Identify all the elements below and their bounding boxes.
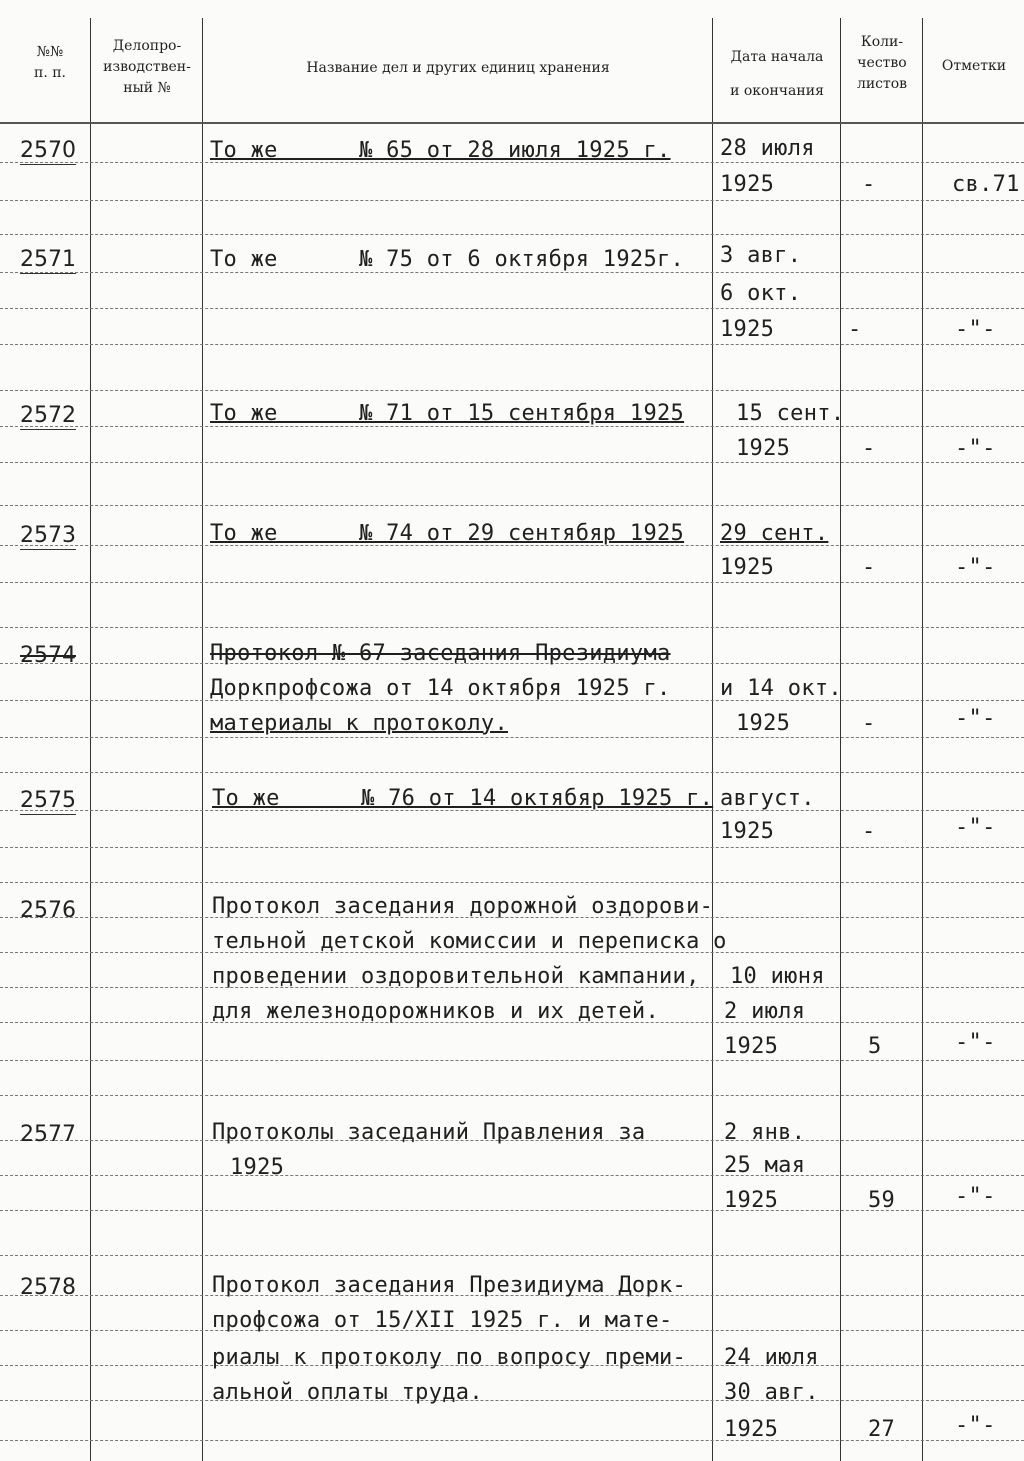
row-date: 1925 [720,172,775,197]
row-title: Протокол заседания Президиума Дорк- [212,1273,687,1298]
row-date: август. [720,786,815,811]
row-sheet-count: 27 [868,1417,896,1442]
row-title: То же № 75 от 6 октября 1925г. [210,247,685,272]
header-title: Название дел и других единиц хранения [306,60,610,76]
row-title: материалы к протоколу. [210,711,508,736]
row-note: св.71 [952,172,1020,197]
header-sheet-count: Коли- чество листов [856,34,908,92]
ruled-line [0,882,1024,883]
row-date: 15 сент. [736,401,845,426]
row-date: 6 окт. [720,281,802,306]
row-note: -"- [955,436,996,461]
row-date: 1925 [720,555,775,580]
row-title: для железнодорожников и их детей. [212,999,659,1024]
row-title: тельной детской комиссии и переписка о [212,929,727,954]
ruled-line [0,200,1024,201]
row-date: 2 июля [724,999,806,1024]
header-divider [0,122,1024,124]
ruled-line [0,390,1024,391]
row-sheet-count: - [862,711,876,736]
ruled-line [0,505,1024,506]
row-date: 1925 [736,436,791,461]
row-sheet-count: - [862,819,876,844]
row-date: 3 авг. [720,243,802,268]
row-sheet-count: - [862,555,876,580]
ruled-line [0,582,1024,583]
row-date: 10 июня [730,964,825,989]
row-note: -"- [955,815,996,840]
row-date: 2 янв. [724,1120,806,1145]
row-number: 2573 [20,523,76,548]
row-sheet-count: 59 [868,1188,896,1213]
row-number: 2577 [20,1122,76,1147]
ruled-line [0,737,1024,738]
row-number: 2571 [20,247,76,272]
row-date: 1925 [736,711,791,736]
row-title: Протоколы заседаний Правления за [212,1120,646,1145]
row-note: -"- [955,706,996,731]
row-title: Протокол № 67 заседания Президиума [210,641,671,666]
ruled-line [0,1400,1024,1401]
header-dates: Дата начала и окончания [730,49,824,99]
row-note: -"- [955,317,996,342]
row-title: проведении оздоровительной кампании, [212,964,700,989]
row-title: 1925 [230,1155,285,1180]
row-date: 28 июля [720,136,815,161]
row-note: -"- [955,555,996,580]
row-title: То же № 71 от 15 сентября 1925 [210,401,685,426]
row-title: То же № 76 от 14 октябяр 1925 г. [212,786,714,811]
row-sheet-count: 5 [868,1034,882,1059]
header-office-number: Делопро- изводствен- ный № [103,38,191,96]
ruled-line [0,1060,1024,1061]
ruled-line [0,1175,1024,1176]
row-note: -"- [955,1413,996,1438]
ruled-line [0,627,1024,628]
row-date: 30 авг. [724,1380,819,1405]
row-title: То же № 74 от 29 сентябяр 1925 [210,521,685,546]
row-title: профсожа от 15/XII 1925 г. и мате- [212,1308,673,1333]
row-date: 1925 [724,1417,779,1442]
row-date: 29 сент. [720,521,829,546]
row-date: 1925 [720,317,775,342]
row-date: 1925 [720,819,775,844]
row-sheet-count: - [862,172,876,197]
row-sheet-count: - [848,317,862,342]
row-number: 2572 [20,403,76,428]
row-number: 2575 [20,788,76,813]
ruled-line [0,344,1024,345]
ruled-line [0,1255,1024,1256]
row-date: 1925 [724,1188,779,1213]
row-number: 2574 [20,643,76,668]
row-number: 2570 [20,138,76,163]
ruled-line [0,847,1024,848]
ruled-line [0,772,1024,773]
row-date: и 14 окт. [720,676,842,701]
row-date: 24 июля [724,1345,819,1370]
ruled-line [0,308,1024,309]
row-note: -"- [955,1184,996,1209]
row-title: Доркпрофсожа от 14 октября 1925 г. [210,676,671,701]
header-number: №№ п. п. [33,44,66,81]
header-notes: Отметки [941,58,1007,74]
row-title: Протокол заседания дорожной оздорови- [212,894,714,919]
row-date: 25 мая [724,1153,806,1178]
row-title: альной оплаты труда. [212,1380,483,1405]
row-number: 2576 [20,898,76,923]
ruled-line [0,234,1024,235]
row-title: риалы к протоколу по вопросу преми- [212,1345,687,1370]
row-sheet-count: - [862,436,876,461]
ruled-line [0,1095,1024,1096]
row-note: -"- [955,1030,996,1055]
row-number: 2578 [20,1275,76,1300]
row-title: То же № 65 от 28 июля 1925 г. [210,138,671,163]
ruled-line [0,462,1024,463]
row-date: 1925 [724,1034,779,1059]
